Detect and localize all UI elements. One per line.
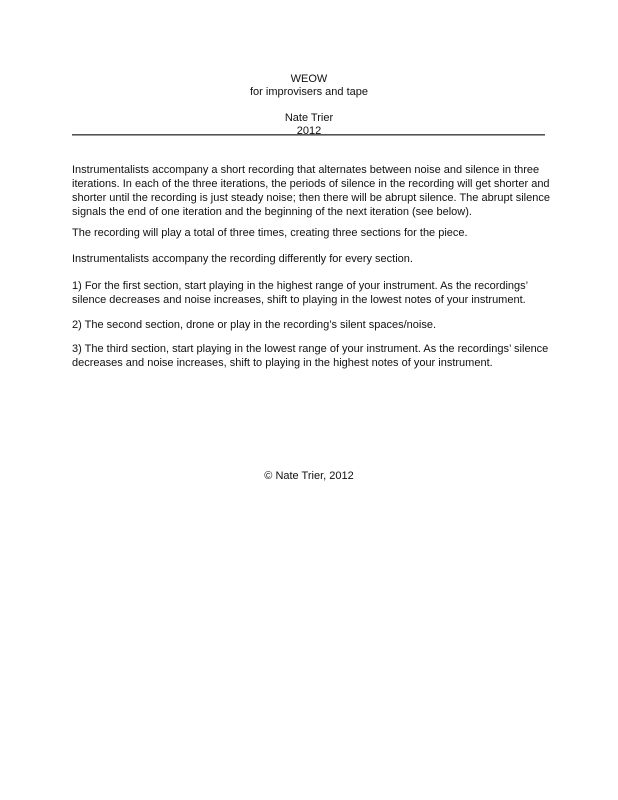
accompaniment-paragraph: Instrumentalists accompany the recording differently for every section. (72, 253, 413, 265)
section-one-instruction: 1) For the first section, start playing in the highest range of your instrument. As the recordings’ silence decreases and noise increases, shift to playing in the lowest notes of your instrument. (72, 280, 528, 306)
composition-year: 2012 (296, 125, 322, 137)
piece-title: WEOW (290, 73, 328, 85)
header-divider (72, 134, 545, 136)
section-two-instruction: 2) The second section, drone or play in the recording’s silent spaces/noise. (72, 319, 437, 331)
section-three-instruction: 3) The third section, start playing in the lowest range of your instrument. As the recordings’ silence decreases and noise increases, shift to playing in the highest notes of your instrument. (72, 343, 549, 369)
playback-paragraph: The recording will play a total of three times, creating three sections for the piece. (72, 227, 468, 239)
copyright-notice: © Nate Trier, 2012 (264, 470, 354, 482)
intro-paragraph: Instrumentalists accompany a short recording that alternates between noise and silence in three iterations. In each of the three iterations, the periods of silence in the recording will get shorter and shorter until the recording is just steady noise; then there will be abrupt silence. The abrupt silence signals the end of one iteration and the beginning of the next iteration (see below). (72, 164, 550, 218)
author-name: Nate Trier (284, 112, 334, 124)
title-block (0, 73, 618, 99)
piece-subtitle: for improvisers and tape (250, 86, 368, 98)
